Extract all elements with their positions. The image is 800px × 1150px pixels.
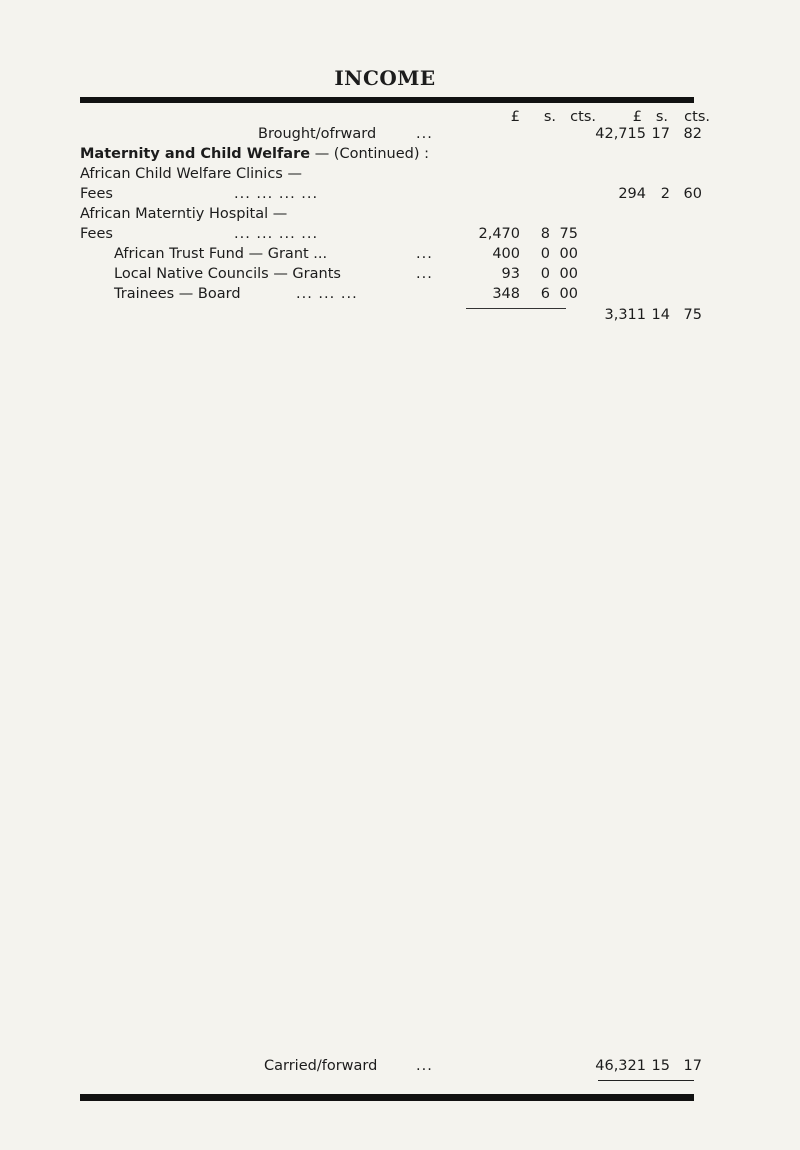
sub-shillings: 8 bbox=[540, 226, 550, 242]
total-cents: 17 bbox=[683, 1058, 702, 1074]
carried-total-rule bbox=[598, 1080, 694, 1081]
total-shillings: 17 bbox=[651, 126, 670, 142]
row-label: Fees bbox=[80, 226, 113, 242]
ledger-row-trust-fund bbox=[0, 244, 800, 264]
sub-pounds: 348 bbox=[492, 286, 520, 302]
ledger-row-native-councils bbox=[0, 264, 800, 284]
row-label: Brought/ofrward bbox=[258, 126, 377, 142]
sub-pounds: 93 bbox=[501, 266, 520, 282]
ledger-row-hospital-fees bbox=[0, 224, 800, 244]
total-cents: 60 bbox=[683, 186, 702, 202]
total-cents: 75 bbox=[683, 307, 702, 323]
section-heading bbox=[80, 144, 429, 164]
row-label: Local Native Councils — Grants bbox=[114, 266, 341, 282]
leader-dots: ... bbox=[416, 126, 433, 142]
tot-cents-header: cts. bbox=[684, 109, 710, 125]
total-shillings: 2 bbox=[660, 186, 670, 202]
tot-shillings-header: s. bbox=[655, 109, 668, 125]
sub-cents: 00 bbox=[559, 266, 578, 282]
page-title: INCOME bbox=[334, 66, 436, 90]
sub-cents-header: cts. bbox=[570, 109, 596, 125]
sub-shillings: 6 bbox=[540, 286, 550, 302]
ledger-row-trainees bbox=[0, 284, 800, 304]
sub-pound-header: £ bbox=[510, 109, 520, 125]
total-cents: 82 bbox=[683, 126, 702, 142]
sub-cents: 00 bbox=[559, 246, 578, 262]
total-shillings: 14 bbox=[651, 307, 670, 323]
sub-pounds: 400 bbox=[492, 246, 520, 262]
sub-shillings: 0 bbox=[540, 266, 550, 282]
leader-dots: ... bbox=[416, 246, 433, 262]
total-pounds: 46,321 bbox=[595, 1058, 646, 1074]
ledger-row-subtotal bbox=[0, 305, 800, 325]
ledger-row-clinic-fees bbox=[0, 184, 800, 204]
section-title: Maternity and Child Welfare bbox=[80, 146, 311, 162]
row-label: Carried/forward bbox=[264, 1058, 378, 1074]
ledger-row-clinics bbox=[0, 164, 800, 184]
bottom-rule bbox=[80, 1094, 694, 1101]
sub-pounds: 2,470 bbox=[478, 226, 520, 242]
section-continued: — (Continued) : bbox=[310, 146, 430, 162]
sub-cents: 75 bbox=[559, 226, 578, 242]
total-shillings: 15 bbox=[651, 1058, 670, 1074]
leader-dots: ... bbox=[416, 266, 433, 282]
sub-cents: 00 bbox=[559, 286, 578, 302]
sub-shillings-header: s. bbox=[543, 109, 556, 125]
leader-dots: ... bbox=[416, 1058, 433, 1074]
leader-dots: ... ... ... bbox=[296, 286, 358, 302]
leader-dots: ... ... ... ... bbox=[234, 186, 319, 202]
row-label: African Materntiy Hospital — bbox=[80, 206, 288, 222]
ledger-row-hospital bbox=[0, 204, 800, 224]
ledger-row-brought-forward bbox=[0, 124, 800, 144]
row-label: African Child Welfare Clinics — bbox=[80, 166, 302, 182]
sub-shillings: 0 bbox=[540, 246, 550, 262]
tot-pound-header: £ bbox=[632, 109, 642, 125]
ledger-row-carried-forward bbox=[0, 1056, 800, 1076]
total-pounds: 42,715 bbox=[595, 126, 646, 142]
leader-dots: ... ... ... ... bbox=[234, 226, 319, 242]
top-rule bbox=[80, 97, 694, 103]
total-pounds: 294 bbox=[618, 186, 646, 202]
row-label: Fees bbox=[80, 186, 113, 202]
row-label: African Trust Fund — Grant ... bbox=[114, 246, 328, 262]
row-label: Trainees — Board bbox=[114, 286, 241, 302]
total-pounds: 3,311 bbox=[604, 307, 646, 323]
ledger-row-section bbox=[0, 144, 800, 164]
